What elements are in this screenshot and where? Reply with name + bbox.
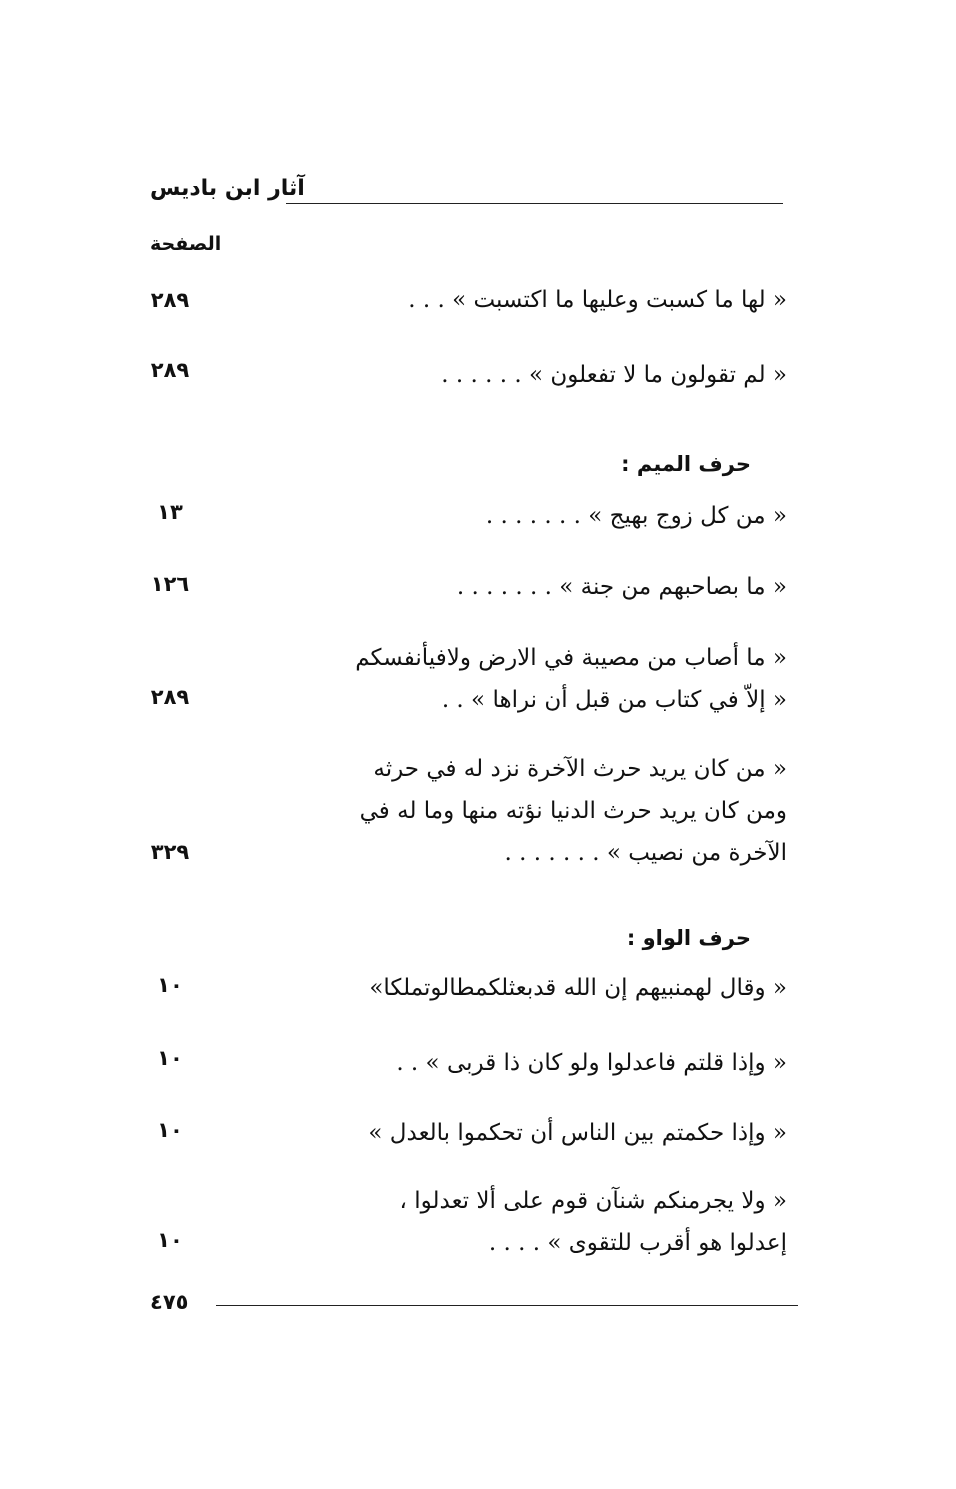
- entry-page-number: ١٠: [157, 1228, 183, 1252]
- entry-line: « وإذا حكمتم بين الناس أن تحكموا بالعدل »: [368, 1120, 787, 1146]
- footer-page-number: ٤٧٥: [150, 1290, 189, 1314]
- entry-line: إعدلوا هو أقرب للتقوى » . . . .: [488, 1230, 787, 1256]
- section-heading: حرف الواو :: [626, 926, 751, 950]
- entry-page-number: ٣٢٩: [150, 840, 190, 864]
- entry-page-number: ١٠: [157, 973, 183, 997]
- section-heading: حرف الميم :: [621, 452, 751, 476]
- entry-line: « ولا يجرمنكم شنآن قوم على ألا تعدلوا ،: [399, 1188, 787, 1214]
- entry-line: « لم تقولون ما لا تفعلون » . . . . . .: [441, 362, 787, 388]
- running-header-title: آثار ابن باديس: [150, 176, 305, 201]
- entry-line: « لها ما كسبت وعليها ما اكتسبت » . . .: [408, 287, 787, 313]
- header-rule: [286, 203, 783, 204]
- entry-page-number: ١٠: [157, 1046, 183, 1070]
- entry-line: « ما أصاب من مصيبة في الارض ولافيأنفسكم: [355, 645, 787, 671]
- footer-rule: [216, 1305, 798, 1306]
- entry-line: « من كان يريد حرث الآخرة نزد له في حرثه: [373, 756, 787, 782]
- page-column-label: الصفحة: [150, 233, 222, 255]
- entry-page-number: ٢٨٩: [150, 288, 190, 312]
- entry-line: « ما بصاحبهم من جنة » . . . . . . .: [456, 574, 787, 600]
- entry-page-number: ٢٨٩: [150, 685, 190, 709]
- entry-line: ومن كان يريد حرث الدنيا نؤته منها وما له في: [359, 798, 787, 824]
- entry-page-number: ١٣: [157, 500, 183, 524]
- entry-line: « وقال لهمنبيهم إن الله قدبعثلكمطالوتملكا»: [369, 975, 787, 1001]
- entry-page-number: ١٠: [157, 1118, 183, 1142]
- entry-page-number: ١٢٦: [150, 572, 190, 596]
- entry-line: الآخرة من نصيب » . . . . . . .: [504, 840, 787, 866]
- entry-line: « من كل زوج بهيج » . . . . . . .: [485, 503, 787, 529]
- entry-line: « وإذا قلتم فاعدلوا ولو كان ذا قربى » . .: [396, 1050, 787, 1076]
- entry-line: « إلاّ في كتاب من قبل أن نراها » . .: [441, 687, 787, 713]
- entry-page-number: ٢٨٩: [150, 358, 190, 382]
